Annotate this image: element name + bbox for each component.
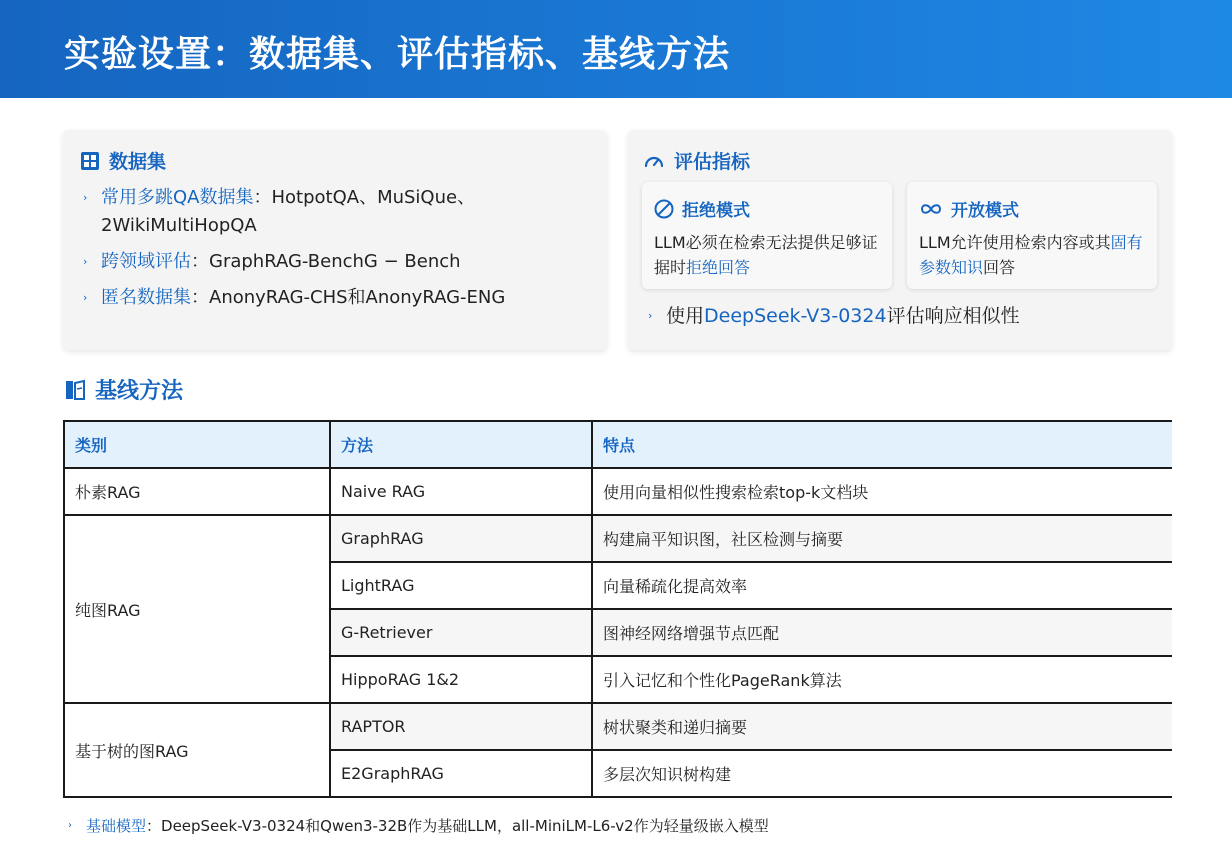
baselines-table-wrap — [63, 420, 1172, 798]
method-cell: E2GraphRAG — [330, 750, 592, 797]
infinity-icon — [919, 202, 943, 216]
refuse-desc-text: LLM必须在检索无法提供足够证据时 — [654, 233, 878, 277]
open-mode-desc — [919, 230, 1149, 280]
refuse-mode-title — [654, 196, 750, 221]
category-cell: 朴素RAG — [64, 468, 330, 515]
bullet-arrow-icon: › — [83, 191, 88, 204]
open-mode-box — [907, 182, 1157, 289]
feature-cell: 引入记忆和个性化PageRank算法 — [592, 656, 1172, 703]
feature-cell: 构建扁平知识图，社区检测与摘要 — [592, 515, 1172, 562]
method-cell: Naive RAG — [330, 468, 592, 515]
bullet-arrow-icon: › — [68, 820, 72, 831]
metric-note-model: DeepSeek-V3-0324 — [704, 305, 887, 327]
method-cell: LightRAG — [330, 562, 592, 609]
dataset-text: GraphRAG-BenchG − Bench — [209, 251, 461, 272]
feature-cell: 多层次知识树构建 — [592, 750, 1172, 797]
method-cell: G-Retriever — [330, 609, 592, 656]
metric-note-pre: 使用 — [666, 305, 705, 327]
table-row — [64, 703, 1172, 750]
table-row — [64, 468, 1172, 515]
metric-note — [646, 302, 1020, 330]
page-title: 实验设置：数据集、评估指标、基线方法 — [64, 34, 731, 75]
feature-cell: 使用向量相似性搜索检索top-k文档块 — [592, 468, 1172, 515]
baselines-section-title — [65, 374, 183, 405]
feature-cell: 图神经网络增强节点匹配 — [592, 609, 1172, 656]
column-header: 方法 — [330, 421, 592, 468]
method-cell: HippoRAG 1&2 — [330, 656, 592, 703]
open-mode-label: 开放模式 — [951, 201, 1019, 221]
method-cell: GraphRAG — [330, 515, 592, 562]
dataset-label: 跨领域评估 — [101, 251, 191, 272]
dataset-sep: ： — [191, 287, 209, 308]
dataset-label: 匿名数据集 — [101, 287, 191, 308]
metrics-card-title — [644, 147, 750, 174]
open-desc-text: LLM允许使用检索内容或其 — [919, 233, 1111, 252]
datasets-card — [63, 130, 607, 350]
column-header: 类别 — [64, 421, 330, 468]
datasets-card-title — [81, 147, 166, 174]
table-row — [64, 515, 1172, 562]
feature-cell: 向量稀疏化提高效率 — [592, 562, 1172, 609]
refuse-mode-desc — [654, 230, 884, 280]
dataset-label: 常用多跳QA数据集 — [101, 187, 254, 208]
footer-note — [66, 815, 769, 837]
metrics-title-text: 评估指标 — [674, 151, 751, 173]
footer-label: 基础模型 — [86, 817, 147, 835]
open-mode-title — [919, 196, 1019, 221]
ban-icon — [654, 199, 674, 219]
refuse-desc-highlight: 拒绝回答 — [686, 258, 751, 277]
footer-sep: ： — [146, 817, 162, 835]
category-cell: 纯图RAG — [64, 515, 330, 703]
grid-icon — [81, 152, 99, 170]
baselines-table — [63, 420, 1172, 798]
refuse-mode-label: 拒绝模式 — [682, 201, 750, 221]
table-header-row — [64, 421, 1172, 468]
header-banner — [0, 0, 1232, 98]
list-item — [81, 184, 591, 240]
gauge-icon — [644, 152, 664, 170]
column-header: 特点 — [592, 421, 1172, 468]
book-icon — [65, 379, 85, 401]
category-cell: 基于树的图RAG — [64, 703, 330, 797]
dataset-sep: ： — [191, 251, 209, 272]
bullet-arrow-icon: › — [83, 291, 88, 304]
open-desc-tail: 回答 — [983, 258, 1016, 277]
baselines-title-text: 基线方法 — [95, 379, 184, 404]
method-cell: RAPTOR — [330, 703, 592, 750]
list-item — [81, 284, 591, 312]
footer-text: DeepSeek-V3-0324和Qwen3-32B作为基础LLM，all-MiniLM-L6-v2作为轻量级嵌入模型 — [161, 817, 769, 835]
dataset-text: HotpotQA、MuSiQue、2WikiMultiHopQA — [101, 187, 476, 236]
datasets-title-text: 数据集 — [109, 151, 167, 173]
refuse-mode-box — [642, 182, 892, 289]
metric-note-post: 评估响应相似性 — [886, 305, 1020, 327]
open-desc-highlight: 固有参数知识 — [919, 233, 1143, 277]
feature-cell: 树状聚类和递归摘要 — [592, 703, 1172, 750]
metrics-card — [628, 130, 1172, 350]
dataset-sep: ： — [253, 187, 272, 208]
bullet-arrow-icon: › — [648, 309, 653, 322]
dataset-text: AnonyRAG-CHS和AnonyRAG-ENG — [209, 287, 506, 308]
list-item — [81, 248, 591, 276]
datasets-list — [81, 184, 591, 320]
bullet-arrow-icon: › — [83, 255, 88, 268]
